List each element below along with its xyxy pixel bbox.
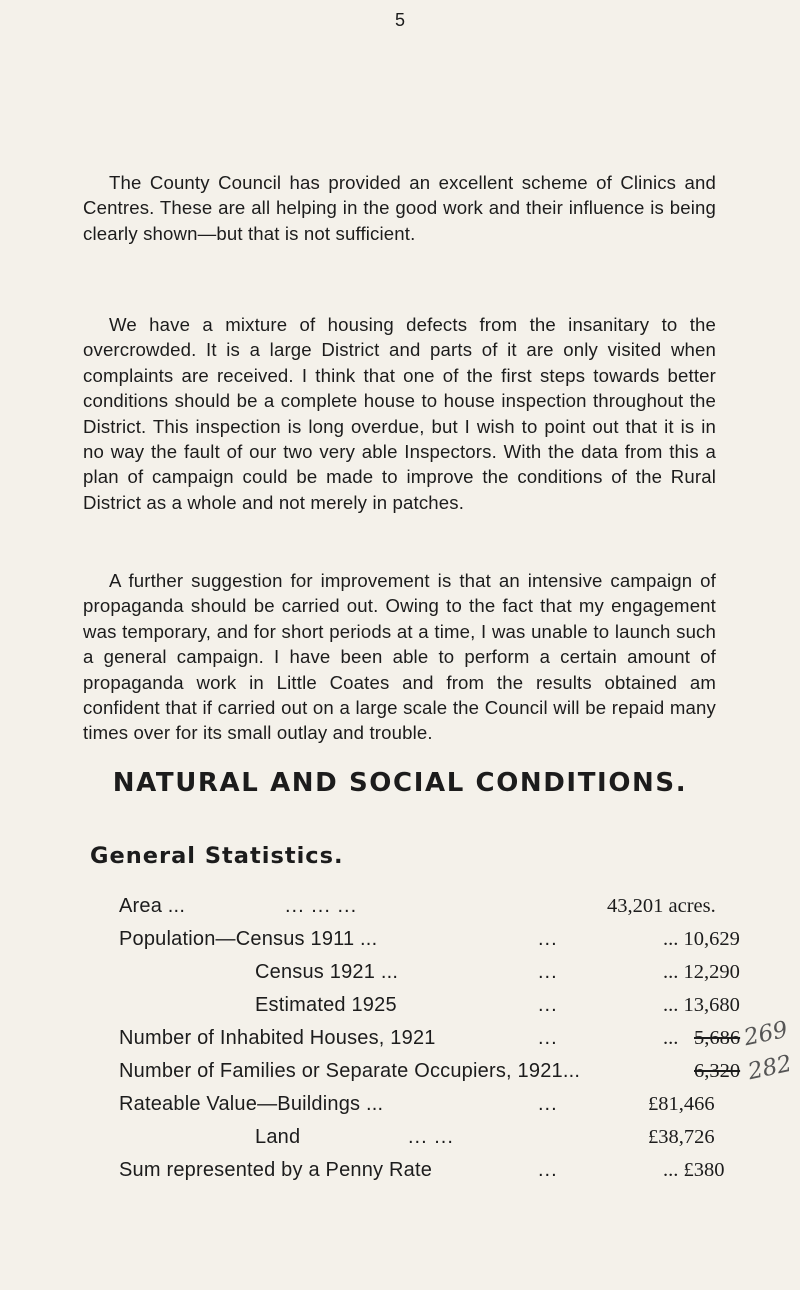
stat-label: Estimated 1925 xyxy=(255,994,397,1016)
section-heading: NATURAL AND SOCIAL CONDITIONS. xyxy=(112,768,688,798)
stat-dots: ... xyxy=(538,1027,558,1049)
paragraph-housing: We have a mixture of housing defects from the insanitary to the overcrowded. It is a large District and parts of it are only visited when complaints are received. I think that one of the first steps towards better conditions should be a complete house to house inspection throughout the District. This inspection is long overdue, but I wish to point out that it is in no way the fault of our two very able Inspectors. With the data from this a plan of campaign could be made to improve the conditions of the Rural District as a whole and not merely in patches. xyxy=(83,314,716,513)
stat-dots: ... ... ... xyxy=(285,895,358,917)
stat-label: Number of Families or Separate Occupiers, 1921... xyxy=(119,1060,581,1082)
statistics-table xyxy=(0,895,800,1255)
stat-value: ... £380 xyxy=(663,1159,725,1181)
stat-value: £38,726 xyxy=(648,1126,715,1148)
stat-label: Sum represented by a Penny Rate xyxy=(119,1159,433,1181)
page-number: 5 xyxy=(394,10,405,30)
stat-value-struck: 6,320 xyxy=(694,1060,741,1082)
stat-value: ... 12,290 xyxy=(663,961,740,983)
stat-dots: ... xyxy=(538,994,558,1016)
stat-label: Land xyxy=(255,1126,301,1148)
stat-value: ... 13,680 xyxy=(663,994,740,1016)
stat-label: Population—Census 1911 ... xyxy=(119,928,378,950)
paragraph-clinics: The County Council has provided an excellent scheme of Clinics and Centres. These are all helping in the good work and their influence is being clearly shown—but that is not sufficient. xyxy=(83,172,716,244)
sub-heading: General Statistics. xyxy=(90,843,344,869)
handwritten-correction: 282 xyxy=(745,1050,795,1086)
stat-value: ... 10,629 xyxy=(663,928,740,950)
stat-label: Rateable Value—Buildings ... xyxy=(119,1093,384,1115)
stat-value: £81,466 xyxy=(648,1093,715,1115)
stat-dots: ... xyxy=(538,1093,558,1115)
stat-dots: ... ... xyxy=(408,1126,454,1148)
paragraph-propaganda: A further suggestion for improvement is that an intensive campaign of propaganda should be carried out. Owing to the fact that my engagement was temporary, and for short periods at a time, I was unable to launch such a general campaign. I have been able to perform a certain amount of propaganda work in Little Coates and from the results obtained am confident that if carried out on a large scale the Council will be repaid many times over for its small outlay and trouble. xyxy=(83,570,716,744)
stat-dots: ... xyxy=(538,1159,558,1181)
stat-dots: ... xyxy=(538,928,558,950)
handwritten-correction: 269 xyxy=(741,1016,791,1052)
stat-label: Area ... xyxy=(119,895,186,917)
stat-value-prefix: ... xyxy=(663,1027,679,1049)
stat-value-struck: 5,686 xyxy=(694,1027,741,1049)
stat-label: Census 1921 ... xyxy=(255,961,399,983)
stat-label: Number of Inhabited Houses, 1921 xyxy=(119,1027,436,1049)
stat-dots: ... xyxy=(538,961,558,983)
stat-value: 43,201 acres. xyxy=(607,895,716,917)
